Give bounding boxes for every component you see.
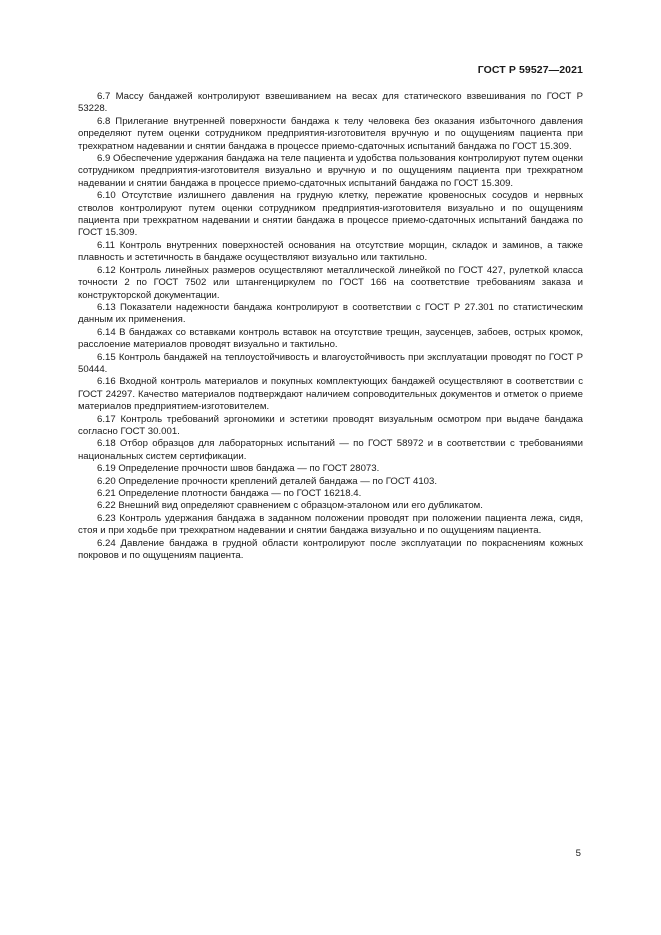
paragraph-6-13: 6.13 Показатели надежности бандажа контролируют в соответствии с ГОСТ Р 27.301 по статистическим данным их применения. bbox=[78, 301, 583, 326]
paragraph-6-16: 6.16 Входной контроль материалов и покупных комплектующих бандажей осуществляют в соответствии с ГОСТ 24297. Качество материалов подтверждают наличием сопроводительных документов и отметок о приеме материалов предприятием-изготовителем. bbox=[78, 376, 583, 413]
paragraph-6-7: 6.7 Массу бандажей контролируют взвешиванием на весах для статического взвешивания по ГОСТ Р 53228. bbox=[78, 91, 583, 115]
paragraph-6-10: 6.10 Отсутствие излишнего давления на грудную клетку, пережатие кровеносных сосудов и нервных стволов контролируют путем оценки сотрудником предприятия-изготовителя визуально и по ощущениям пациента при трехкратном надевании и снятии бандажа в процессе приемо-сдаточных испытаний бандажа по ГОСТ 15.309. bbox=[78, 190, 583, 239]
paragraph-6-12: 6.12 Контроль линейных размеров осуществляют металлической линейкой по ГОСТ 427, рулеткой класса точности 2 по ГОСТ 7502 или штангенциркулем по ГОСТ 166 на соответствие требованиям заказа и конструкторской документации. bbox=[78, 264, 583, 301]
paragraph-6-11: 6.11 Контроль внутренних поверхностей основания на отсутствие морщин, складок и заминов, а также плавность и эстетичность в бандаже осуществляют визуально или тактильно. bbox=[78, 239, 583, 264]
paragraph-6-9: 6.9 Обеспечение удержания бандажа на теле пациента и удобства пользования контролируют путем оценки сотрудником предприятия-изготовителя визуально и вручную и по ощущениям пациента при трехкратном надевании и снятии бандажа в процессе приемо-сдаточных испытаний бандажа по ГОСТ 15.309. bbox=[78, 153, 583, 189]
paragraph-6-14: 6.14 В бандажах со вставками контроль вставок на отсутствие трещин, заусенцев, забоев, острых кромок, расслоение материалов проводят визуально и тактильно. bbox=[78, 326, 583, 351]
paragraph-6-21: 6.21 Определение плотности бандажа — по ГОСТ 16218.4. bbox=[97, 488, 362, 499]
document-number: ГОСТ Р 59527—2021 bbox=[477, 64, 583, 76]
paragraph-6-15: 6.15 Контроль бандажей на теплоустойчивость и влагоустойчивость при эксплуатации проводят по ГОСТ Р 50444. bbox=[78, 351, 583, 375]
paragraph-6-22: 6.22 Внешний вид определяют сравнением с образцом-эталоном или его дубликатом. bbox=[97, 500, 483, 512]
document-body bbox=[78, 91, 583, 562]
paragraph-6-23: 6.23 Контроль удержания бандажа в заданном положении проводят при положении пациента лежа, сидя, стоя и при ходьбе при трехкратном надевании и снятии бандажа визуально и по ощущениям пациента. bbox=[78, 512, 583, 537]
paragraph-6-17: 6.17 Контроль требований эргономики и эстетики проводят визуальным осмотром при выдаче бандажа согласно ГОСТ 30.001. bbox=[78, 413, 583, 437]
paragraph-6-20: 6.20 Определение прочности креплений деталей бандажа — по ГОСТ 4103. bbox=[97, 475, 438, 487]
paragraph-6-18: 6.18 Отбор образцов для лабораторных испытаний — по ГОСТ 58972 и в соответствии с требованиями национальных систем сертификации. bbox=[78, 438, 583, 462]
paragraph-6-19: 6.19 Определение прочности швов бандажа — по ГОСТ 28073. bbox=[97, 463, 380, 475]
paragraph-6-24: 6.24 Давление бандажа в грудной области контролируют после эксплуатации по покраснениям кожных покровов и по ощущениям пациента. bbox=[78, 537, 583, 562]
paragraph-6-8: 6.8 Прилегание внутренней поверхности бандажа к телу человека без оказания избыточного давления определяют путем оценки сотрудником предприятия-изготовителя вручную и по ощущениям пациента при трехкратном надевании и снятии бандажа в процессе приемо-сдаточных испытаний бандажа по ГОСТ 15.309. bbox=[78, 115, 583, 152]
page-number: 5 bbox=[575, 848, 581, 859]
